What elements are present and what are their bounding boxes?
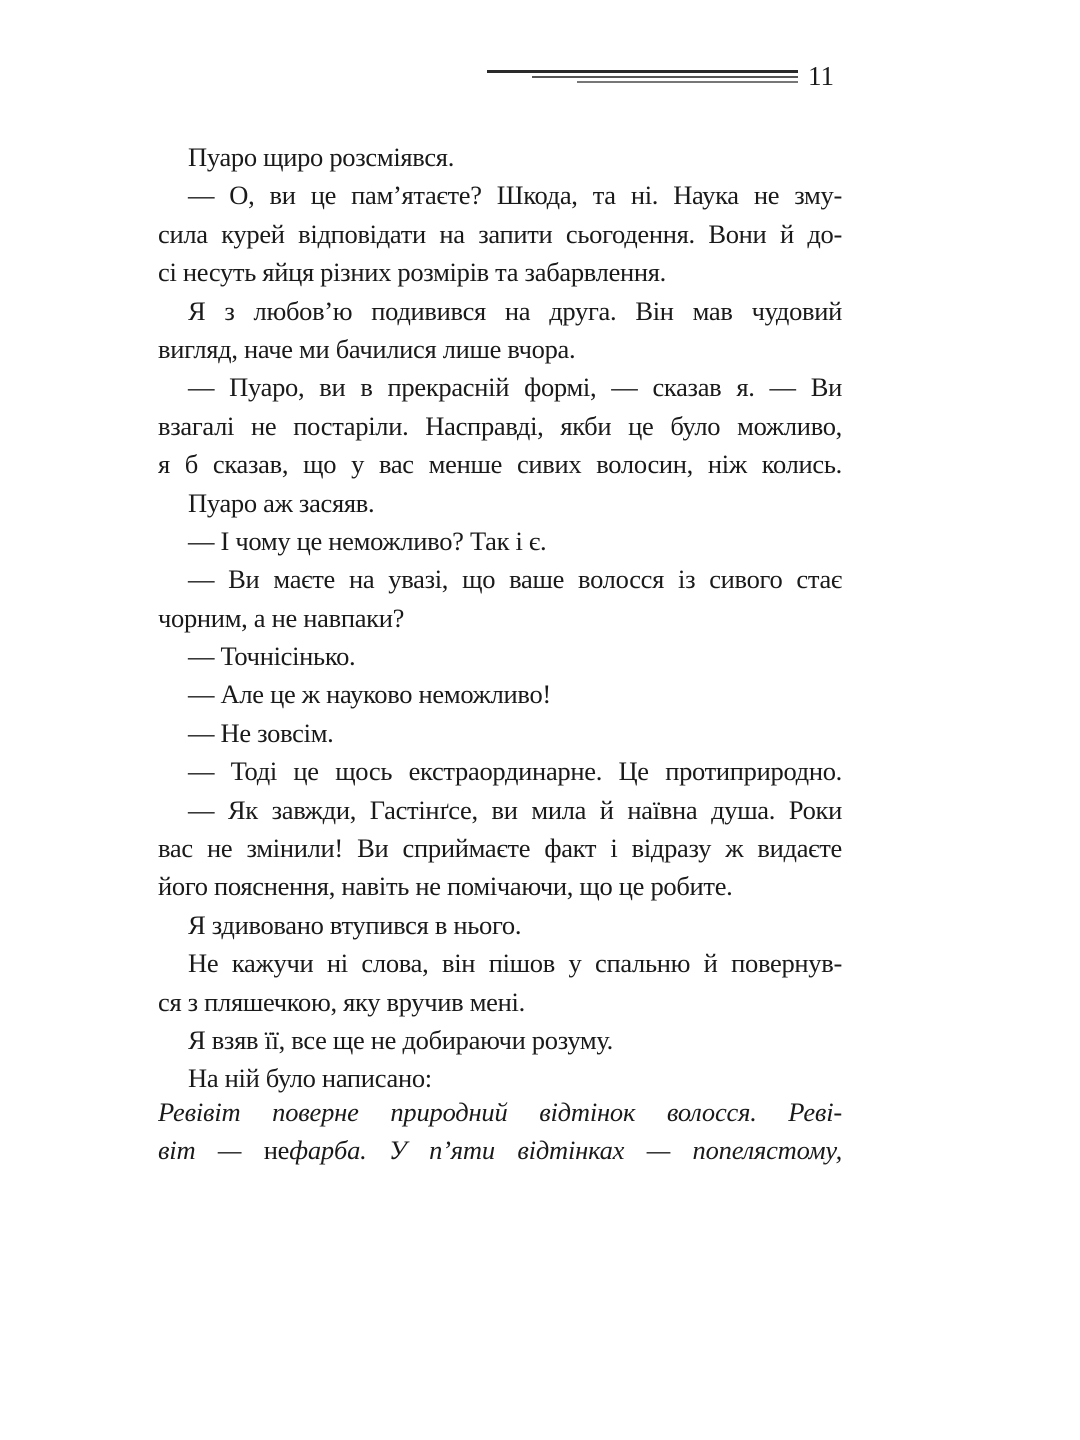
header-decorative-rule [487, 70, 798, 84]
text-line: вигляд, наче ми бачилися лише вчора. [158, 333, 576, 364]
text-line: — Як завжди, Гастінґсе, ви мила й наївна душа. Роки [188, 794, 842, 825]
text-line: вас не змінили! Ви сприймаєте факт і відразу ж видаєте [158, 833, 842, 864]
text-line: Я взяв її, все ще не добираючи розуму. [188, 1024, 614, 1055]
header-rule-line-top [487, 70, 798, 73]
label-line-2-upright-word: не [263, 1135, 290, 1166]
label-line-1: Ревівіт поверне природний відтінок волосся. Реві- [158, 1097, 842, 1127]
label-line-2-end: фарба. У п’яти відтінках — попелястому, [289, 1135, 842, 1166]
text-line: — Не зовсім. [188, 717, 334, 748]
header-rule-line-middle [532, 76, 798, 78]
body-text [158, 138, 842, 1098]
text-line: ся з пляшечкою, яку вручив мені. [158, 986, 525, 1017]
text-line: — Точнісінько. [188, 641, 356, 672]
text-line: — І чому це неможливо? Так і є. [188, 525, 547, 556]
text-line: Пуаро щиро розсміявся. [188, 142, 455, 172]
text-line: Я здивовано втупився в нього. [188, 909, 522, 940]
text-line: його пояснення, навіть не помічаючи, що це робите. [158, 871, 733, 902]
text-line: сила курей відповідати на запити сьогодення. Вони й до- [158, 218, 842, 249]
text-line: — Ви маєте на увазі, що ваше волосся із сивого стає [188, 564, 842, 595]
bottle-label-text [158, 1093, 842, 1170]
text-line: я б сказав, що у вас менше сивих волосин, ніж колись. [158, 449, 842, 480]
label-line-2-start: віт — [158, 1135, 264, 1166]
text-line: — Тоді це щось екстраординарне. Це протиприродно. [188, 756, 842, 787]
text-line: Не кажучи ні слова, він пішов у спальню й повернув- [188, 948, 842, 979]
text-line: — Але це ж науково неможливо! [188, 679, 551, 710]
text-line: Пуаро аж засяяв. [188, 487, 375, 518]
text-line: сі несуть яйця різних розмірів та забарвлення. [158, 257, 667, 288]
header-rule-line-bottom [577, 81, 798, 83]
text-line: — О, ви це пам’ятаєте? Шкода, та ні. Наука не зму- [188, 180, 842, 211]
text-line: Я з любов’ю подивився на друга. Він мав чудовий [188, 295, 842, 326]
text-line: На ній було написано: [188, 1063, 432, 1094]
label-line-2 [158, 1131, 842, 1169]
page-number: 11 [808, 61, 834, 91]
text-line: — Пуаро, ви в прекрасній формі, — сказав я. — Ви [188, 372, 842, 403]
text-line: чорним, а не навпаки? [158, 602, 405, 633]
text-line: взагалі не постаріли. Насправді, якби це було можливо, [158, 410, 842, 441]
